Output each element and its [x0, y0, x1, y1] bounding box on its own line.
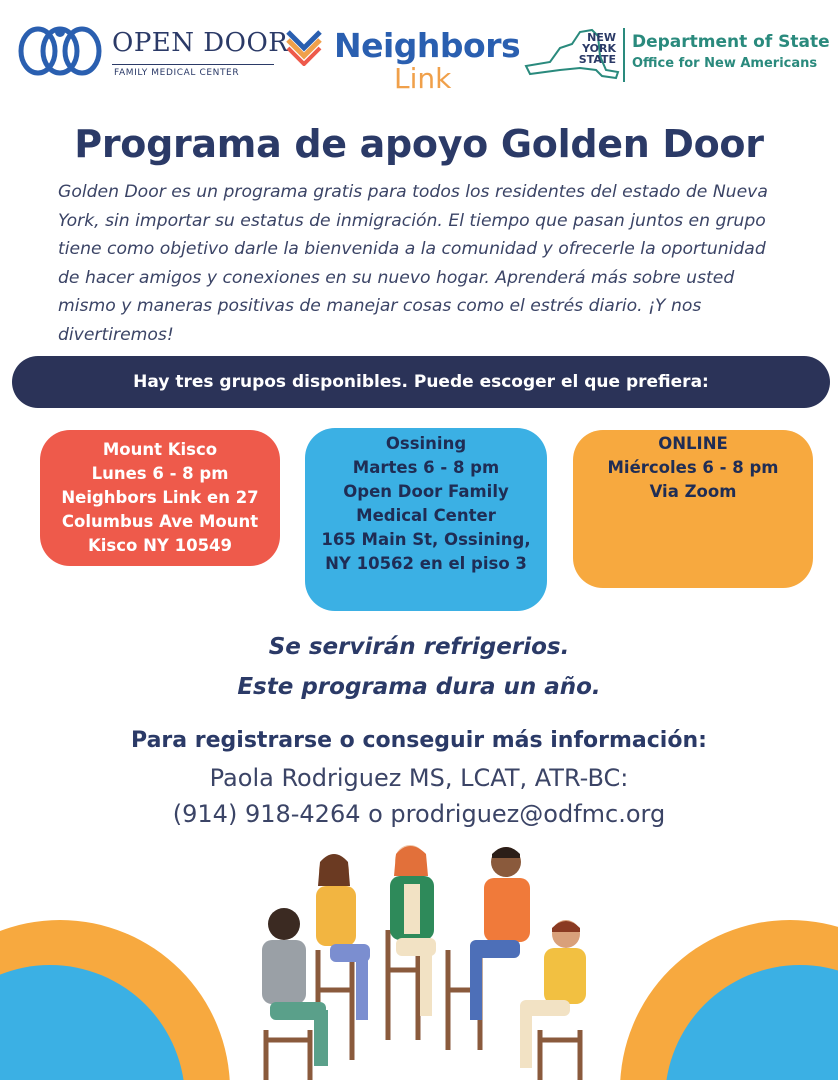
group-card-ossining	[305, 428, 547, 611]
card-line: Lunes 6 - 8 pm	[91, 464, 229, 483]
card-line: Neighbors Link en 27	[61, 488, 259, 507]
card-line: Miércoles 6 - 8 pm	[607, 458, 779, 477]
department-of-state-text: Department of State	[632, 32, 830, 52]
neighbors-link-sub: Link	[394, 62, 452, 95]
ny-word-2: YORK	[582, 42, 616, 55]
ny-department-of-state-logo	[520, 26, 830, 86]
neighbors-link-name: Neighbors	[334, 26, 521, 65]
ny-word-1: NEW	[587, 31, 616, 44]
card-line: Kisco NY 10549	[87, 536, 233, 555]
duration-note: Este programa dura un año.	[237, 674, 601, 700]
open-door-subtitle: FAMILY MEDICAL CENTER	[114, 68, 240, 78]
open-door-name: OPEN DOOR	[112, 28, 289, 58]
card-line: Medical Center	[356, 506, 496, 525]
card-line: Martes 6 - 8 pm	[352, 458, 500, 477]
groups-banner	[12, 356, 830, 408]
card-line: 165 Main St, Ossining,	[321, 530, 531, 549]
card-line: Ossining	[385, 434, 467, 453]
contact-name: Paola Rodriguez MS, LCAT, ATR-BC:	[209, 764, 629, 792]
group-circle-illustration	[0, 840, 838, 1080]
person-left-woman	[316, 854, 370, 1020]
card-line: ONLINE	[658, 434, 728, 453]
group-card-online	[573, 430, 813, 588]
group-card-mount-kisco	[40, 430, 280, 566]
person-front-right	[520, 920, 586, 1068]
card-line: NY 10562 en el piso 3	[325, 554, 527, 573]
person-right-man	[470, 847, 530, 1020]
open-door-logo	[18, 24, 289, 84]
contact-phone-email: (914) 918-4264 o prodriguez@odfmc.org	[172, 800, 666, 828]
person-center-woman	[390, 845, 436, 1016]
neighbors-link-logo	[284, 24, 521, 96]
ny-word-3: STATE	[578, 53, 616, 66]
intro-paragraph: Golden Door es un programa gratis para todos los residentes del estado de Nueva York, sin importar su estatus de inmigración. El tiempo que pasan juntos en grupo tiene como objetivo darle la bienvenida a la comunidad y ofrecerle la oportunidad de hacer amigos y conexiones en su nuevo hogar. Aprenderá más sobre usted mismo y maneras positivas de manejar cosas como el estrés diario. ¡Y nos divertiremos!	[58, 182, 768, 345]
card-line: Via Zoom	[649, 482, 737, 501]
office-for-new-americans-text: Office for New Americans	[632, 56, 818, 71]
refreshments-note: Se servirán refrigerios.	[268, 634, 570, 660]
card-line: Columbus Ave Mount	[61, 512, 259, 531]
card-line: Mount Kisco	[102, 440, 218, 459]
registration-heading: Para registrarse o conseguir más información:	[131, 728, 707, 753]
page-title: Programa de apoyo Golden Door	[74, 122, 764, 166]
neighbors-link-chevron-icon	[284, 26, 326, 66]
open-door-divider	[112, 64, 274, 65]
ny-state-wordmark	[574, 32, 616, 65]
open-door-rings-icon	[18, 24, 102, 78]
state-logo-divider	[623, 28, 625, 82]
groups-banner-text: Hay tres grupos disponibles. Puede escoger el que prefiera:	[133, 372, 709, 392]
card-line: Open Door Family	[343, 482, 509, 501]
